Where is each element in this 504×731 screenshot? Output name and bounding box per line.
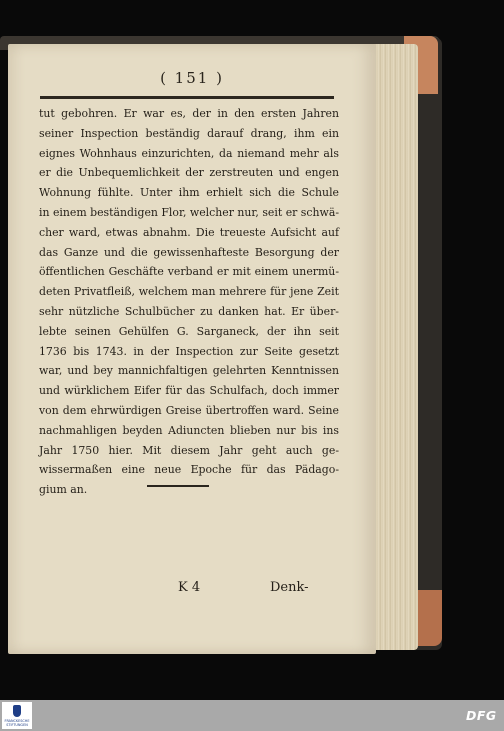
text-line: seiner Inspection beständig darauf drang, ihm ein bbox=[39, 126, 339, 140]
text-line: war, und bey mannichfaltigen gelehrten Kenntnissen bbox=[39, 364, 339, 378]
text-line: Wohnung fühlte. Unter ihm erhielt sich die Schule bbox=[39, 186, 339, 200]
logo-emblem-icon bbox=[13, 705, 21, 717]
text-line: gium an. bbox=[39, 483, 88, 497]
signature-mark: K 4 bbox=[178, 580, 201, 595]
text-line: lebte seinen Gehülfen G. Sarganeck, der ihn seit bbox=[39, 324, 339, 338]
text-line: 1736 bis 1743. in der Inspection zur Seite gesetzt bbox=[39, 344, 339, 358]
text-line: eignes Wohnhaus einzurichten, da niemand mehr als bbox=[39, 146, 339, 160]
text-line: öffentlichen Geschäfte verband er mit einem unermü- bbox=[39, 265, 339, 279]
franckesche-stiftungen-logo[interactable] bbox=[2, 702, 32, 729]
text-line: wissermaßen eine neue Epoche für das Pädago- bbox=[39, 463, 339, 477]
text-line: Jahr 1750 hier. Mit diesem Jahr geht auch ge- bbox=[39, 443, 339, 457]
section-end-rule bbox=[147, 485, 209, 487]
text-line: und würklichem Eifer für das Schulfach, doch immer bbox=[39, 384, 339, 398]
dfg-logo[interactable]: DFG bbox=[466, 708, 497, 723]
text-line: von dem ehrwürdigen Greise übertroffen ward. Seine bbox=[39, 403, 339, 417]
text-line: das Ganze und die gewissenhafteste Besorgung der bbox=[39, 245, 339, 259]
page-stack-edges bbox=[372, 44, 418, 650]
catchword: Denk- bbox=[270, 580, 309, 595]
text-line: er die Unbequemlichkeit der zerstreuten und engen bbox=[39, 166, 339, 180]
text-line: nachmahligen beyden Adiuncten blieben nur bis ins bbox=[39, 423, 339, 437]
logo-text: FRANCKESCHE STIFTUNGEN bbox=[4, 719, 30, 727]
text-line: cher ward, etwas abnahm. Die treueste Aufsicht auf bbox=[39, 225, 339, 239]
header-rule bbox=[40, 96, 334, 99]
viewer-footer-bar bbox=[0, 700, 504, 731]
page-number: ( 151 ) bbox=[160, 69, 224, 87]
body-text bbox=[39, 104, 339, 500]
text-line: in einem beständigen Flor, welcher nur, seit er schwä- bbox=[39, 205, 340, 219]
text-line: deten Privatfleiß, welchem man mehrere für jene Zeit bbox=[39, 285, 339, 299]
book-cover-spine bbox=[416, 38, 442, 650]
text-line: tut gebohren. Er war es, der in den ersten Jahren bbox=[39, 107, 339, 120]
text-line: sehr nützliche Schulbücher zu danken hat. Er über- bbox=[39, 304, 339, 318]
book-page bbox=[8, 44, 376, 654]
